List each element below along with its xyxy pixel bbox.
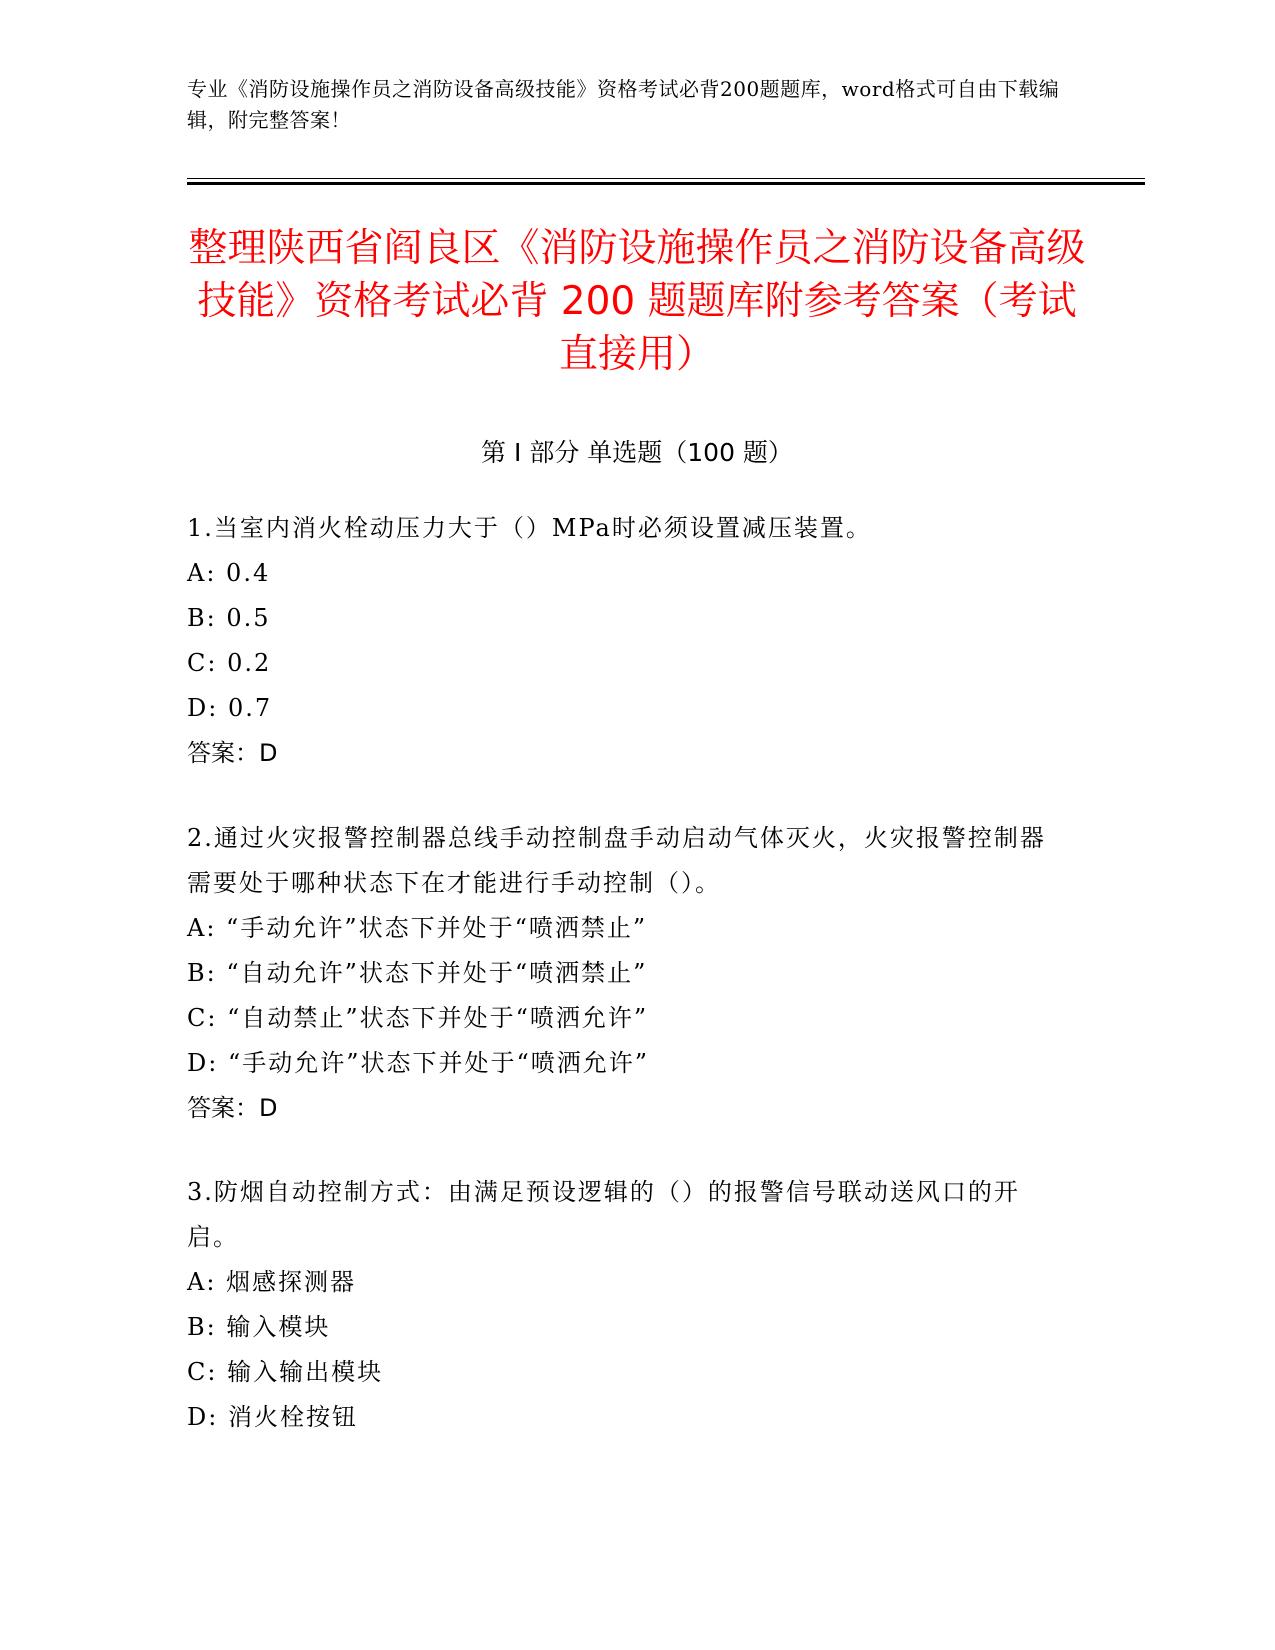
option-d: D: “手动允许”状态下并处于“喷洒允许” — [187, 1049, 650, 1077]
question-stem: 1.当室内消火栓动压力大于（）MPa时必须设置减压装置。 — [187, 514, 872, 542]
question-2 — [187, 816, 1067, 1131]
option-c: C: 输入输出模块 — [187, 1358, 384, 1386]
answer: 答案：D — [187, 1094, 278, 1122]
option-a: A: 0.4 — [187, 559, 271, 587]
option-d: D: 0.7 — [187, 694, 273, 722]
option-b: B: “自动允许”状态下并处于“喷洒禁止” — [187, 959, 648, 987]
option-a: A: 烟感探测器 — [187, 1268, 357, 1296]
header-note: 专业《消防设施操作员之消防设备高级技能》资格考试必背200题题库，word格式可自由下载编辑，附完整答案！ — [187, 77, 1060, 132]
header-divider-thin — [187, 178, 1145, 179]
section-title: 第 I 部分 单选题（100 题） — [481, 438, 793, 467]
option-d: D: 消火栓按钮 — [187, 1403, 358, 1431]
answer: 答案：D — [187, 739, 278, 767]
option-c: C: 0.2 — [187, 649, 272, 677]
option-b: B: 0.5 — [187, 604, 271, 632]
question-3 — [187, 1170, 1067, 1440]
document-title: 整理陕西省阎良区《消防设施操作员之消防设备高级技能》资格考试必背 200 题题库附参考答案（考试直接用） — [188, 226, 1086, 377]
question-1 — [187, 506, 1067, 776]
option-c: C: “自动禁止”状态下并处于“喷洒允许” — [187, 1004, 649, 1032]
question-stem: 3.防烟自动控制方式：由满足预设逻辑的（）的报警信号联动送风口的开启。 — [187, 1178, 1020, 1251]
option-b: B: 输入模块 — [187, 1313, 331, 1341]
option-a: A: “手动允许”状态下并处于“喷洒禁止” — [187, 914, 648, 942]
question-stem: 2.通过火灾报警控制器总线手动控制盘手动启动气体灭火，火灾报警控制器需要处于哪种状态下在才能进行手动控制（）。 — [187, 824, 1046, 897]
header-divider-thick — [187, 182, 1145, 185]
